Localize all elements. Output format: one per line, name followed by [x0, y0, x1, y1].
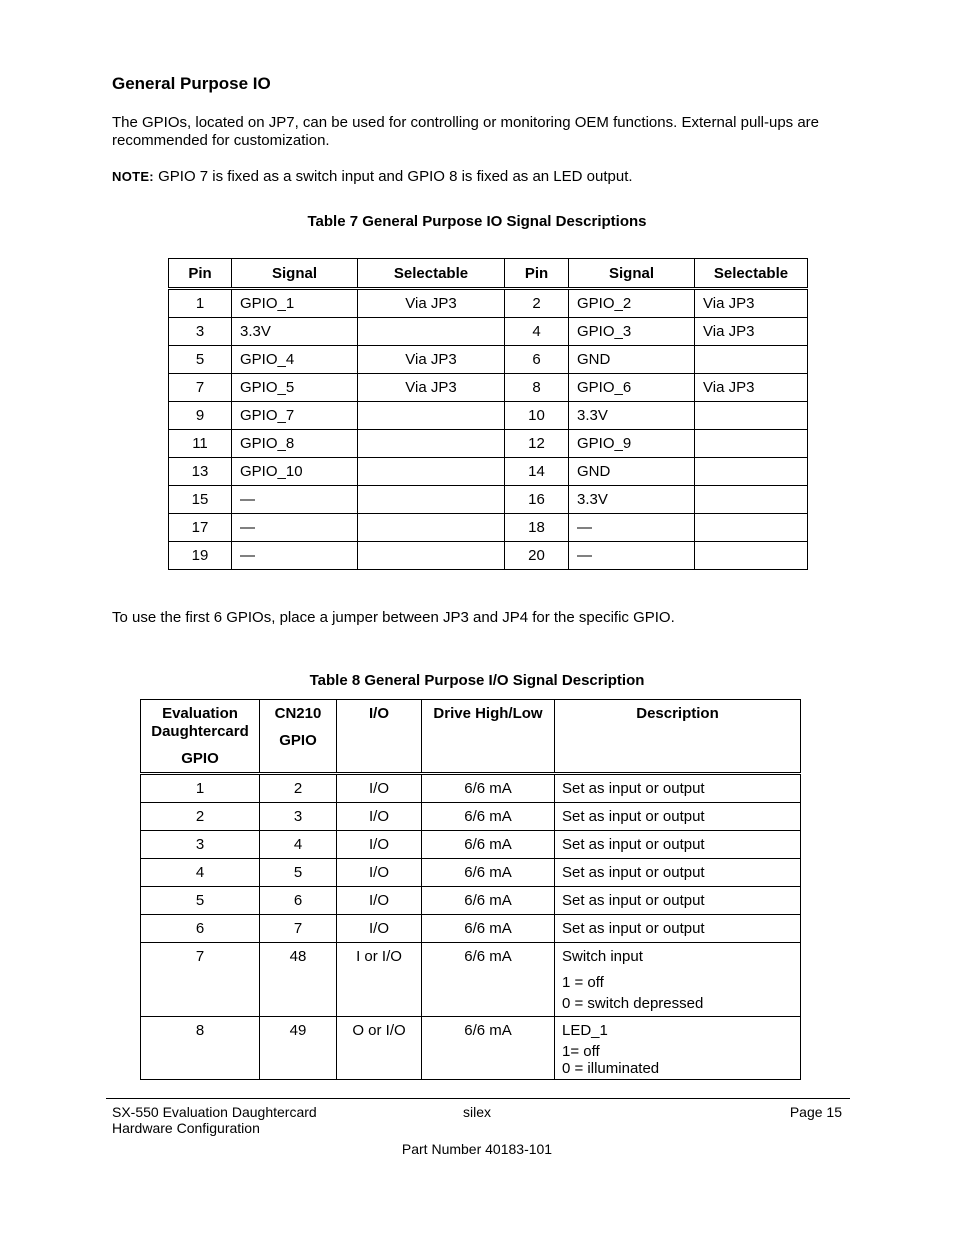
table-cell-description	[555, 803, 801, 831]
table-cell: 6/6 mA	[422, 1017, 555, 1080]
table-cell: 4	[260, 831, 337, 859]
table7-header-cell: Selectable	[695, 259, 808, 289]
table-cell: 2	[505, 289, 569, 318]
table-cell: GPIO_6	[569, 374, 695, 402]
table-row	[169, 458, 808, 486]
table-cell: GPIO_10	[232, 458, 358, 486]
table-cell	[358, 402, 505, 430]
table7-header-cell: Signal	[232, 259, 358, 289]
header-text: Evaluation	[162, 705, 238, 722]
table-row	[169, 346, 808, 374]
table-cell: 3.3V	[232, 318, 358, 346]
table-cell: 6/6 mA	[422, 803, 555, 831]
description-line: Set as input or output	[562, 892, 705, 909]
table-cell: 49	[260, 1017, 337, 1080]
footer-divider	[106, 1098, 850, 1099]
table-cell: GPIO_8	[232, 430, 358, 458]
table-cell: 12	[505, 430, 569, 458]
table-row	[141, 859, 801, 887]
table-cell: 3.3V	[569, 402, 695, 430]
table-cell: 6	[505, 346, 569, 374]
table-cell: 19	[169, 542, 232, 570]
table8-caption: Table 8 General Purpose I/O Signal Description	[309, 672, 645, 689]
table-row	[141, 774, 801, 803]
table-cell: 4	[505, 318, 569, 346]
table-cell: O or I/O	[337, 1017, 422, 1080]
table-cell	[358, 542, 505, 570]
table-row	[141, 803, 801, 831]
table-cell	[695, 486, 808, 514]
table-cell: Via JP3	[695, 374, 808, 402]
table8-header-drive: Drive High/Low	[422, 700, 555, 774]
table-cell: 5	[260, 859, 337, 887]
table-row	[169, 318, 808, 346]
table-cell: 6/6 mA	[422, 915, 555, 943]
table-cell-description	[555, 1017, 801, 1080]
footer-doc-title: SX-550 Evaluation Daughtercard	[112, 1104, 317, 1120]
table-cell: 11	[169, 430, 232, 458]
table-cell-description	[555, 774, 801, 803]
table-cell: Via JP3	[695, 318, 808, 346]
table8	[140, 699, 801, 1080]
table-cell: —	[232, 486, 358, 514]
footer-part-number: Part Number 40183-101	[401, 1141, 553, 1157]
table8-header-description: Description	[555, 700, 801, 774]
table7-header-row	[169, 259, 808, 289]
table-cell: 8	[141, 1017, 260, 1080]
table-cell: 6/6 mA	[422, 943, 555, 1017]
table8-header-row	[141, 700, 801, 774]
table-cell: 6/6 mA	[422, 887, 555, 915]
table-cell: 6/6 mA	[422, 774, 555, 803]
table-cell: 6/6 mA	[422, 831, 555, 859]
header-text: GPIO	[181, 750, 219, 767]
table-row	[169, 402, 808, 430]
table-cell: Via JP3	[695, 289, 808, 318]
table-cell: —	[569, 514, 695, 542]
description-line: Set as input or output	[562, 808, 705, 825]
table-cell: I/O	[337, 915, 422, 943]
table7-header-cell: Pin	[169, 259, 232, 289]
table-cell	[358, 458, 505, 486]
description-line: 1 = off	[562, 974, 604, 991]
table-cell: 7	[169, 374, 232, 402]
table7-header-cell: Selectable	[358, 259, 505, 289]
table-cell: 3	[141, 831, 260, 859]
table-cell	[695, 458, 808, 486]
table-cell: GPIO_4	[232, 346, 358, 374]
table-cell: GPIO_5	[232, 374, 358, 402]
footer-page-number: Page 15	[789, 1104, 842, 1120]
table-cell: 1	[141, 774, 260, 803]
table-cell: 2	[260, 774, 337, 803]
table-cell: 6/6 mA	[422, 859, 555, 887]
table-cell	[358, 318, 505, 346]
table-cell: 3	[260, 803, 337, 831]
table-cell: 48	[260, 943, 337, 1017]
table-cell: GPIO_2	[569, 289, 695, 318]
table-cell: GPIO_7	[232, 402, 358, 430]
table7-body	[169, 289, 808, 570]
header-text: CN210	[274, 705, 322, 722]
table-cell	[695, 402, 808, 430]
table-cell-description	[555, 859, 801, 887]
table7-caption: Table 7 General Purpose IO Signal Descriptions	[307, 213, 647, 230]
table7-header-cell: Pin	[505, 259, 569, 289]
table-row	[169, 430, 808, 458]
table-cell: 8	[505, 374, 569, 402]
table8-header-io: I/O	[337, 700, 422, 774]
table-row	[169, 542, 808, 570]
table-cell-description	[555, 915, 801, 943]
jumper-instruction: To use the first 6 GPIOs, place a jumper between JP3 and JP4 for the specific GPIO.	[112, 609, 675, 626]
table-cell: I or I/O	[337, 943, 422, 1017]
table-cell-description	[555, 943, 801, 1017]
table8-body	[141, 774, 801, 1080]
table-cell-description	[555, 887, 801, 915]
table-cell: 14	[505, 458, 569, 486]
table-row	[141, 915, 801, 943]
table-cell	[695, 346, 808, 374]
table8-header-eval-gpio	[141, 700, 260, 774]
description-line: Set as input or output	[562, 836, 705, 853]
table-cell: 13	[169, 458, 232, 486]
description-line: 0 = illuminated	[562, 1060, 660, 1077]
table-cell	[695, 514, 808, 542]
footer-company: silex	[462, 1104, 491, 1120]
table-cell: GPIO_3	[569, 318, 695, 346]
description-line: Switch input	[562, 948, 643, 965]
table-row	[141, 943, 801, 1017]
table-cell	[695, 542, 808, 570]
table-row	[169, 289, 808, 318]
table-cell: Via JP3	[358, 374, 505, 402]
table-cell: 6	[141, 915, 260, 943]
footer-chapter: Hardware Configuration	[112, 1120, 260, 1136]
table-cell: —	[232, 542, 358, 570]
table7	[168, 258, 808, 570]
table-cell: 17	[169, 514, 232, 542]
table-row	[169, 486, 808, 514]
table-cell: Via JP3	[358, 289, 505, 318]
table-row	[169, 374, 808, 402]
table-cell: Via JP3	[358, 346, 505, 374]
table-cell: 1	[169, 289, 232, 318]
section-title: General Purpose IO	[112, 74, 271, 93]
table7-header-cell: Signal	[569, 259, 695, 289]
table-cell: 10	[505, 402, 569, 430]
table-cell: 20	[505, 542, 569, 570]
description-line: Set as input or output	[562, 780, 705, 797]
table-row	[141, 831, 801, 859]
table-row	[169, 514, 808, 542]
table-cell: I/O	[337, 831, 422, 859]
table-cell: I/O	[337, 887, 422, 915]
table-cell	[695, 430, 808, 458]
table-cell: I/O	[337, 774, 422, 803]
table-cell: 18	[505, 514, 569, 542]
description-line: 1= off	[562, 1043, 600, 1060]
table-cell: GND	[569, 346, 695, 374]
table-cell	[358, 430, 505, 458]
note-text: GPIO 7 is fixed as a switch input and GPIO 8 is fixed as an LED output.	[153, 168, 633, 185]
table-cell: 5	[141, 887, 260, 915]
intro-paragraph: The GPIOs, located on JP7, can be used for controlling or monitoring OEM functions. External pull-ups are recommended for customization.	[112, 114, 820, 149]
table-cell: GND	[569, 458, 695, 486]
header-text: Daughtercard	[151, 723, 249, 740]
header-text: GPIO	[279, 732, 317, 749]
table-cell: 7	[260, 915, 337, 943]
table-cell: 9	[169, 402, 232, 430]
description-line: Set as input or output	[562, 920, 705, 937]
table-cell-description	[555, 831, 801, 859]
table-cell: 3	[169, 318, 232, 346]
table-cell: 2	[141, 803, 260, 831]
table-cell: 5	[169, 346, 232, 374]
table-cell: GPIO_1	[232, 289, 358, 318]
table-cell: —	[569, 542, 695, 570]
table-cell: 6	[260, 887, 337, 915]
note-paragraph	[112, 168, 633, 185]
table-cell	[358, 486, 505, 514]
description-line: LED_1	[562, 1022, 608, 1039]
table-cell: 16	[505, 486, 569, 514]
table-cell: 7	[141, 943, 260, 1017]
table-row	[141, 887, 801, 915]
table8-header-cn210-gpio	[260, 700, 337, 774]
table-cell: 4	[141, 859, 260, 887]
table-cell: I/O	[337, 803, 422, 831]
table-row	[141, 1017, 801, 1080]
note-label: NOTE:	[112, 169, 154, 184]
table-cell: —	[232, 514, 358, 542]
table-cell: GPIO_9	[569, 430, 695, 458]
description-line: 0 = switch depressed	[562, 995, 704, 1012]
table-cell: 3.3V	[569, 486, 695, 514]
table-cell	[358, 514, 505, 542]
table-cell: 15	[169, 486, 232, 514]
description-line: Set as input or output	[562, 864, 705, 881]
table-cell: I/O	[337, 859, 422, 887]
